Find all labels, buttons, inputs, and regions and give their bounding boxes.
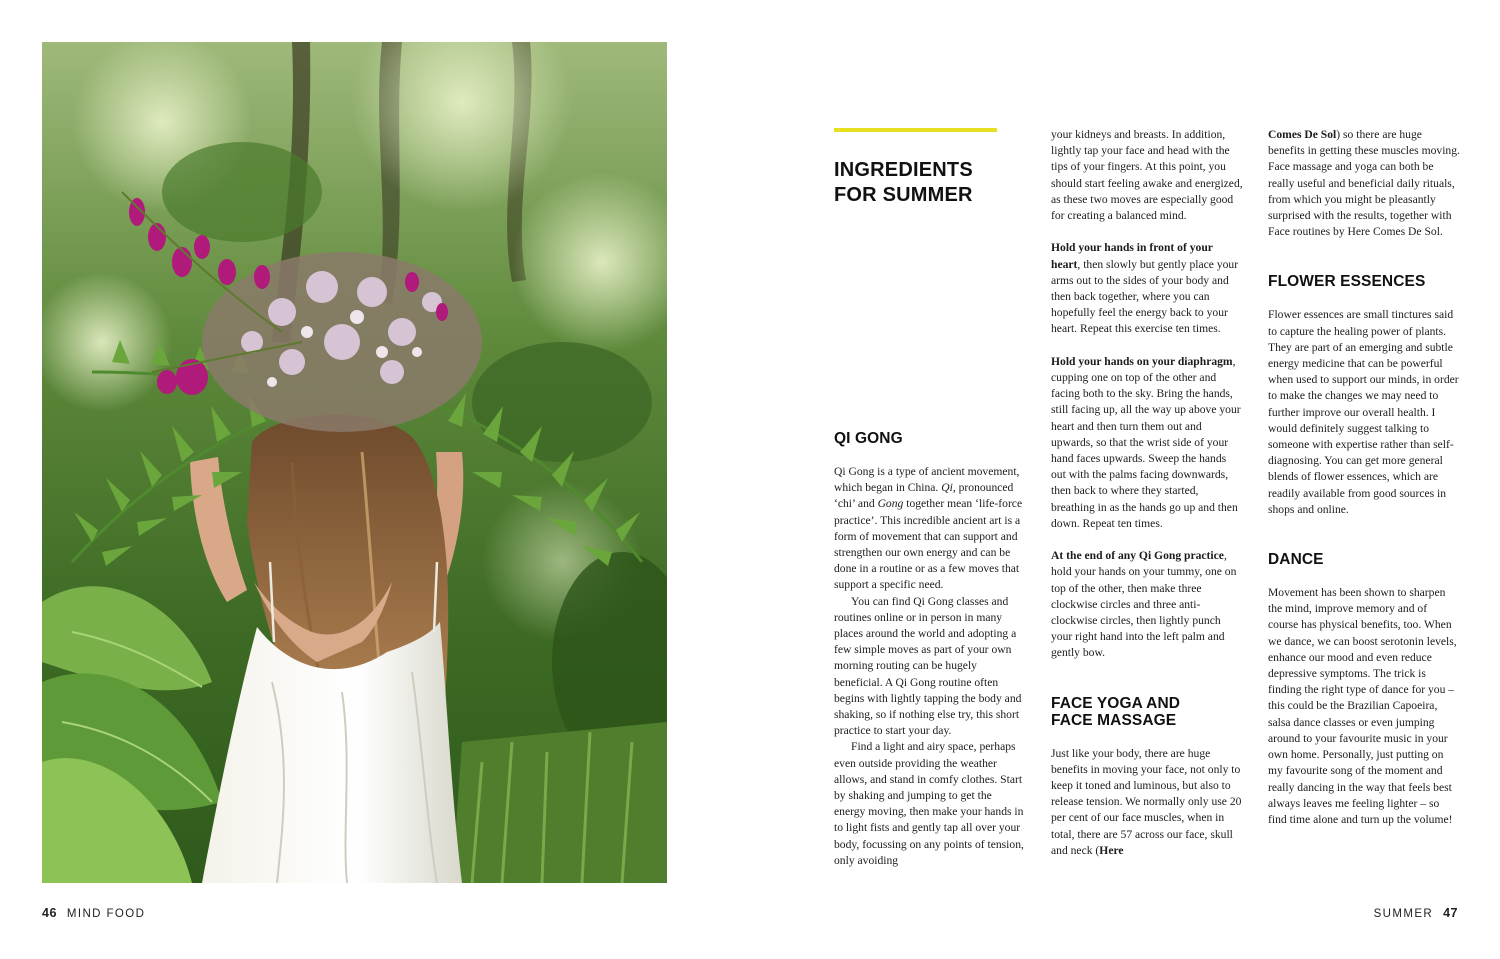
photo-illustration	[42, 42, 667, 883]
face-yoga-p1-text: Just like your body, there are huge benefits in moving your face, not only to keep it toned and luminous, but also to release tension. We normally only use 20 per cent of our face muscles, when in total, there are 57 across our face, skull and neck (	[1051, 746, 1242, 857]
heading-face-yoga-line-1: FACE YOGA AND	[1051, 694, 1181, 712]
qi-gong-p6-bold: Hold your hands on your diaphragm	[1051, 354, 1233, 368]
qi-gong-paragraph-3: Find a light and airy space, perhaps even outside providing the weather allows, and stand in comfy clothes. Start by shaking and jumping to get the energy moving, then make your hands in to light fists and gently tap all over your body, focussing on any points of tension, only avoiding	[834, 740, 1024, 867]
heading-face-yoga-line-2: FACE MASSAGE	[1051, 711, 1177, 729]
heading-face-yoga	[1051, 695, 1243, 729]
qi-gong-p6-text: , cupping one on top of the other and facing both to the sky. Bring the hands, still facing up, all the way up above your heart and then turn them out and upwards, so that the wrist side of your hand faces upwards. Sweep the hands out with the palms facing downwards, then back to where they started, breathing in as the hands go up and then down. Repeat ten times.	[1051, 354, 1241, 530]
folio-left	[42, 906, 145, 920]
folio-right	[1374, 906, 1458, 920]
heading-qi-gong: QI GONG	[834, 430, 903, 447]
text-column-2	[1051, 127, 1243, 859]
page-title-line-2: FOR SUMMER	[834, 184, 973, 206]
page-number-right: 47	[1443, 906, 1458, 920]
running-head-right: SUMMER	[1373, 908, 1434, 920]
text-column-1	[834, 430, 1026, 869]
page-title	[834, 158, 1024, 208]
qi-gong-p1-text-c: together mean ‘life-force practice’. This incredible ancient art is a form of movement that can support and strengthen our own energy and can be done in a routine or as a few moves that support a specific need.	[834, 497, 1023, 592]
qi-gong-p7-bold: At the end of any Qi Gong practice	[1051, 549, 1224, 563]
heading-dance: DANCE	[1268, 551, 1324, 569]
qi-gong-paragraph-1	[834, 464, 1026, 594]
page-number-left: 46	[42, 906, 57, 920]
qi-gong-p1-text-a: Qi Gong is a type of ancient movement, which began in China.	[834, 465, 1020, 495]
qi-gong-paragraph-4: your kidneys and breasts. In addition, lightly tap your face and head with the tips of your fingers. At this point, you should start feeling awake and energized, as these two moves are especially good for creating a balanced mind.	[1051, 128, 1243, 223]
qi-gong-p1-italic-qi: Qi	[941, 481, 953, 495]
qi-gong-p5-bold: Hold your hands in front of your heart	[1051, 241, 1213, 271]
qi-gong-p7-text: , hold your hands on your tummy, one on top of the other, then make three clockwise circles and three anti-clockwise circles, then lightly punch your right hand into the left palm and gently bow.	[1051, 549, 1237, 660]
photo-woman-with-flower-bouquet	[42, 42, 667, 883]
running-head-left: MIND FOOD	[66, 908, 146, 920]
qi-gong-p1-italic-gong: Gong	[877, 497, 904, 511]
accent-rule	[834, 128, 997, 132]
face-yoga-p2-text: ) so there are huge benefits in getting these muscles moving. Face massage and yoga can both be really useful and beneficial daily rituals, from which you might be pleasantly surprised with the results, together with Face routines by Here Comes De Sol.	[1268, 128, 1460, 239]
face-yoga-paragraph-1	[1051, 746, 1243, 859]
qi-gong-paragraph-6	[1051, 354, 1243, 532]
flower-essences-paragraph-1: Flower essences are small tinctures said to capture the healing power of plants. They are part of an emerging and subtle energy medicine that can be powerful when used to support our minds, in order to make the changes we may need to further improve our overall health. I would definitely suggest talking to someone with expertise rather than self-diagnosing. You can get more general blends of flower essences, which are readily available from good sources in shops and online.	[1268, 308, 1459, 516]
qi-gong-paragraph-5	[1051, 240, 1243, 337]
face-yoga-paragraph-2	[1268, 127, 1460, 240]
dance-paragraph-1: Movement has been shown to sharpen the mind, improve memory and of course has physical benefits, too. When we dance, we can boost serotonin levels, enhance our mood and even reduce depressive symptoms. The trick is finding the right type of dance for you – this could be the Brazilian Capoeira, salsa dance classes or even jumping around to your favourite music in your own home. Personally, just putting on my favourite song of the moment and really dancing in the way that feels best always leaves me feeling lighter – so find time alone and turn up the volume!	[1268, 586, 1457, 826]
qi-gong-p5-text: , then slowly but gently place your arms out to the sides of your body and then back together, where you can hopefully feel the energy back to your heart. Repeat this exercise ten times.	[1051, 257, 1239, 336]
heading-flower-essences: FLOWER ESSENCES	[1268, 273, 1426, 291]
face-yoga-p1-bold: Here	[1099, 843, 1124, 857]
page-title-line-1: INGREDIENTS	[834, 159, 973, 181]
text-column-3	[1268, 127, 1460, 828]
qi-gong-paragraph-7	[1051, 548, 1243, 661]
qi-gong-paragraph-2: You can find Qi Gong classes and routines online or in person in many places around the world and adopting a few simple moves as part of your own morning routing can be hugely beneficial. A Qi Gong routine often begins with lightly tapping the body and shaking, so if nothing else try, this short practice to start your day.	[834, 594, 1022, 738]
qi-gong-p1-text-b: , pronounced ‘chi’ and	[834, 481, 1014, 511]
face-yoga-p2-bold: Comes De Sol	[1268, 128, 1337, 141]
